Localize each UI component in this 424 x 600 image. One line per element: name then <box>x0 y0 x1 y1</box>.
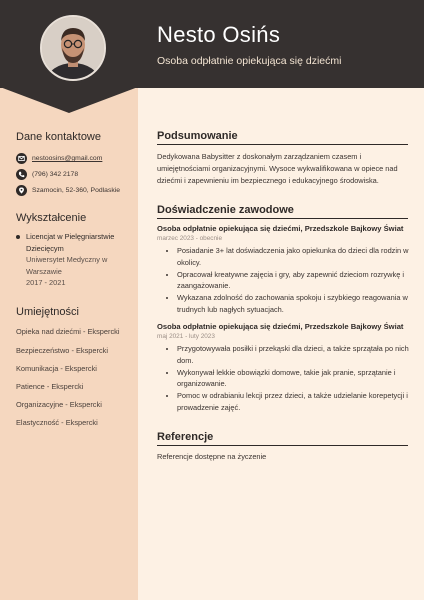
job-title: Osoba odpłatnie opiekująca się dziećmi, Przedszkole Bajkowy Świat <box>157 224 404 233</box>
skills-heading: Umiejętności <box>16 306 79 318</box>
references-heading: Referencje <box>157 431 408 446</box>
contact-email-row[interactable] <box>16 152 102 165</box>
job-bullet: • Wykazana zdolność do zachowania spokoju i szybkiego reagowania w trudnych lub nagłych sytuacjach. <box>177 292 417 316</box>
job-bullet: • Pomoc w odrabianiu lekcji przez dzieci, a także udzielanie korepetycji i prowadzenie zajęć. <box>177 390 417 414</box>
job-dates: marzec 2023 - obecnie <box>157 235 223 242</box>
summary-text: Dedykowana Babysitter z doskonałym zarządzaniem czasem i umiejętnościami organizacyjnymi. Wysoce wykwalifikowana w opiece nad dziećmi i zapewnieniu im bezpiecznego i edukacyjnego środowiska. <box>157 152 398 185</box>
job-bullets <box>167 245 417 316</box>
experience-heading: Doświadczenie zawodowe <box>157 204 408 219</box>
summary-heading: Podsumowanie <box>157 130 408 145</box>
envelope-icon <box>16 153 27 164</box>
job-bullet: • Przygotowywała posiłki i przekąski dla dzieci, a także sprzątała po nich dom. <box>177 343 417 367</box>
contact-phone-row <box>16 168 78 181</box>
education-entry <box>16 231 136 289</box>
education-school: Uniwersytet Medyczny w Warszawie <box>26 255 108 276</box>
job-bullets <box>167 343 417 414</box>
address-text: Szamocin, 52-360, Podlaskie <box>32 187 121 194</box>
profile-photo <box>40 15 106 81</box>
education-years: 2017 - 2021 <box>26 278 66 288</box>
references-text: Referencje dostępne na życzenie <box>157 452 267 461</box>
skill-item: Komunikacja - Ekspercki <box>16 364 97 373</box>
job-bullet: • Wykonywał lekkie obowiązki domowe, takie jak pranie, sprzątanie i organizowanie. <box>177 367 417 391</box>
contact-heading: Dane kontaktowe <box>16 131 101 143</box>
skill-item: Bezpieczeństwo - Ekspercki <box>16 346 109 355</box>
skill-item: Elastyczność - Ekspercki <box>16 418 98 427</box>
education-degree: Licencjat w Pielęgniarstwie Dziecięcym <box>26 232 115 253</box>
phone-number: (796) 342 2178 <box>32 171 79 178</box>
education-heading: Wykształcenie <box>16 212 87 224</box>
skill-item: Patience - Ekspercki <box>16 382 84 391</box>
phone-icon <box>16 169 27 180</box>
header-chevron <box>0 87 138 113</box>
skill-item: Opieka nad dziećmi - Ekspercki <box>16 327 120 336</box>
education-bullet <box>16 235 20 239</box>
contact-address-row <box>16 184 120 197</box>
job-subtitle: Osoba odpłatnie opiekująca się dziećmi <box>157 55 342 67</box>
job-bullet: • Posiadanie 3+ lat doświadczenia jako opiekunka do dzieci dla rodzin w okolicy. <box>177 245 417 269</box>
job-dates: maj 2021 - luty 2023 <box>157 333 215 340</box>
job-title: Osoba odpłatnie opiekująca się dziećmi, Przedszkole Bajkowy Świat <box>157 322 404 331</box>
location-pin-icon <box>16 185 27 196</box>
skill-item: Organizacyjne - Ekspercki <box>16 400 102 409</box>
job-bullet: • Opracował kreatywne zajęcia i gry, aby zapewnić dzieciom rozrywkę i zaangażowanie. <box>177 269 417 293</box>
candidate-name: Nesto Osińs <box>157 22 281 47</box>
email-link[interactable]: nestoosins@gmail.com <box>32 155 103 162</box>
